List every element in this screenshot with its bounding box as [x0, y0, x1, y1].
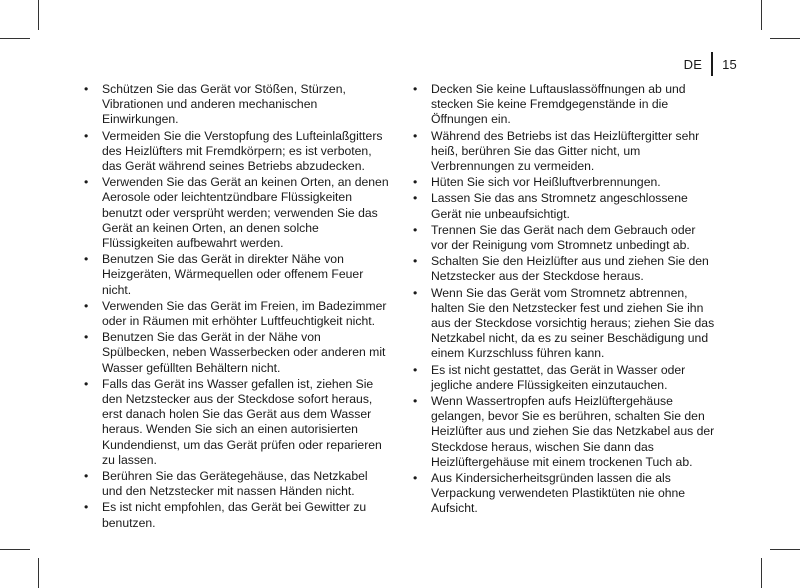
list-item-text: Aus Kindersicherheitsgründen lassen die als Verpackung verwendeten Plastiktüten nie ohne Aufsicht.: [431, 471, 686, 516]
list-item-text: Benutzen Sie das Gerät in der Nähe von Spülbecken, neben Wasserbecken oder anderen mit Wasser gefüllten Behältern nicht.: [102, 330, 386, 375]
list-item-text: Lassen Sie das ans Stromnetz angeschlossene Gerät nie unbeaufsichtigt.: [431, 191, 688, 221]
list-item-text: Verwenden Sie das Gerät an keinen Orten, an denen Aerosole oder leichtentzündbare Flüssigkeiten benutzt oder versprüht werden; verwenden Sie das Gerät an keinen Orten, an denen solche Flüssigkeiten aufbewahrt werden.: [102, 175, 389, 251]
bullet: •: [84, 298, 89, 313]
list-item: [84, 175, 390, 251]
list-item-text: Trennen Sie das Gerät nach dem Gebrauch oder vor der Reinigung vom Stromnetz unbedingt ab.: [431, 222, 696, 253]
bullet: •: [84, 376, 89, 391]
list-item-text: Es ist nicht empfohlen, das Gerät bei Gewitter zu benutzen.: [102, 500, 367, 530]
list-item: [84, 330, 390, 376]
list-item-text: Während des Betriebs ist das Heizlüftergitter sehr heiß, berühren Sie das Gitter nicht, um Verbrennungen zu vermeiden.: [431, 128, 700, 174]
bullet: •: [84, 82, 89, 96]
list-item: [84, 252, 390, 298]
list-item: [413, 223, 715, 253]
crop-mark-bottom-right-horizontal: [770, 549, 800, 550]
bullet: •: [413, 175, 418, 190]
list-item-text: Wenn Sie das Gerät vom Stromnetz abtrennen, halten Sie den Netzstecker fest und ziehen Sie ihn aus der Steckdose vorsichtig heraus; ziehen Sie das Netzkabel nicht, da es zu seiner Beschädigung und einem Kurzschluss führen kann.: [431, 285, 715, 361]
list-item: [84, 500, 390, 530]
left-column-list: [84, 82, 390, 532]
crop-mark-bottom-right-vertical: [761, 558, 762, 588]
bullet: •: [413, 128, 418, 143]
list-item: [413, 175, 715, 190]
bullet: •: [413, 471, 418, 486]
list-item-text: Schalten Sie den Heizlüfter aus und ziehen Sie den Netzstecker aus der Steckdose heraus.: [431, 254, 709, 284]
bullet: •: [413, 394, 418, 409]
list-item-text: Falls das Gerät ins Wasser gefallen ist, ziehen Sie den Netzstecker aus der Steckdose sofort heraus, erst danach holen Sie das Gerät aus dem Wasser heraus. Wenden Sie sich an einen autorisierten Kundendienst, um das Gerät prüfen oder reparieren zu lassen.: [102, 376, 382, 467]
right-column-list: [413, 82, 715, 518]
crop-mark-top-right-vertical: [761, 0, 762, 30]
list-item: [413, 363, 715, 393]
language-code: DE: [683, 56, 703, 72]
list-item-text: Hüten Sie sich vor Heißluftverbrennungen.: [431, 175, 661, 190]
bullet: •: [84, 252, 89, 267]
bullet: •: [413, 222, 418, 237]
list-item-text: Schützen Sie das Gerät vor Stößen, Stürzen, Vibrationen und anderen mechanischen Einwirkungen.: [102, 82, 346, 127]
list-item: [413, 254, 715, 284]
crop-mark-top-left-vertical: [38, 0, 39, 30]
list-item: [84, 469, 390, 499]
list-item: [84, 299, 390, 329]
list-item: [84, 82, 390, 128]
page-header: [684, 52, 737, 76]
crop-mark-bottom-left-vertical: [38, 558, 39, 588]
bullet: •: [84, 469, 89, 484]
crop-mark-top-right-horizontal: [770, 38, 800, 39]
list-item-text: Berühren Sie das Gerätegehäuse, das Netzkabel und den Netzstecker mit nassen Händen nicht.: [102, 469, 368, 499]
list-item: [84, 129, 390, 175]
crop-mark-top-left-horizontal: [0, 38, 30, 39]
bullet: •: [413, 191, 418, 206]
bullet: •: [84, 175, 89, 190]
bullet: •: [413, 362, 418, 377]
bullet: •: [413, 254, 418, 269]
list-item-text: Vermeiden Sie die Verstopfung des Lufteinlaßgitters des Heizlüfters mit Fremdkörpern; es ist verboten, das Gerät während seines Betriebs abzudecken.: [102, 128, 383, 174]
list-item: [413, 394, 715, 470]
list-item: [413, 286, 715, 362]
crop-mark-bottom-left-horizontal: [0, 549, 30, 550]
list-item: [413, 129, 715, 175]
list-item: [413, 191, 715, 221]
page-number: 15: [722, 56, 737, 72]
bullet: •: [84, 128, 89, 143]
list-item-text: Benutzen Sie das Gerät in direkter Nähe von Heizgeräten, Wärmequellen oder offenem Feuer nicht.: [102, 252, 364, 297]
bullet: •: [84, 500, 89, 515]
list-item-text: Es ist nicht gestattet, das Gerät in Wasser oder jegliche andere Flüssigkeiten einzutauchen.: [431, 362, 686, 392]
list-item-text: Verwenden Sie das Gerät im Freien, im Badezimmer oder in Räumen mit erhöhter Luftfeuchtigkeit nicht.: [102, 298, 387, 329]
list-item: [413, 471, 715, 517]
list-item: [413, 82, 715, 128]
list-item-text: Decken Sie keine Luftauslassöffnungen ab und stecken Sie keine Fremdgegenstände in die Öffnungen ein.: [431, 82, 686, 127]
bullet: •: [84, 330, 89, 345]
bullet: •: [413, 285, 418, 300]
bullet: •: [413, 82, 418, 96]
list-item: [84, 377, 390, 468]
list-item-text: Wenn Wassertropfen aufs Heizlüftergehäuse gelangen, bevor Sie es berühren, schalten Sie den Heizlüfter aus und ziehen Sie das Netzkabel aus der Steckdose heraus, wischen Sie dann das Heizlüftergehäuse mit einem trockenen Tuch ab.: [431, 394, 715, 469]
